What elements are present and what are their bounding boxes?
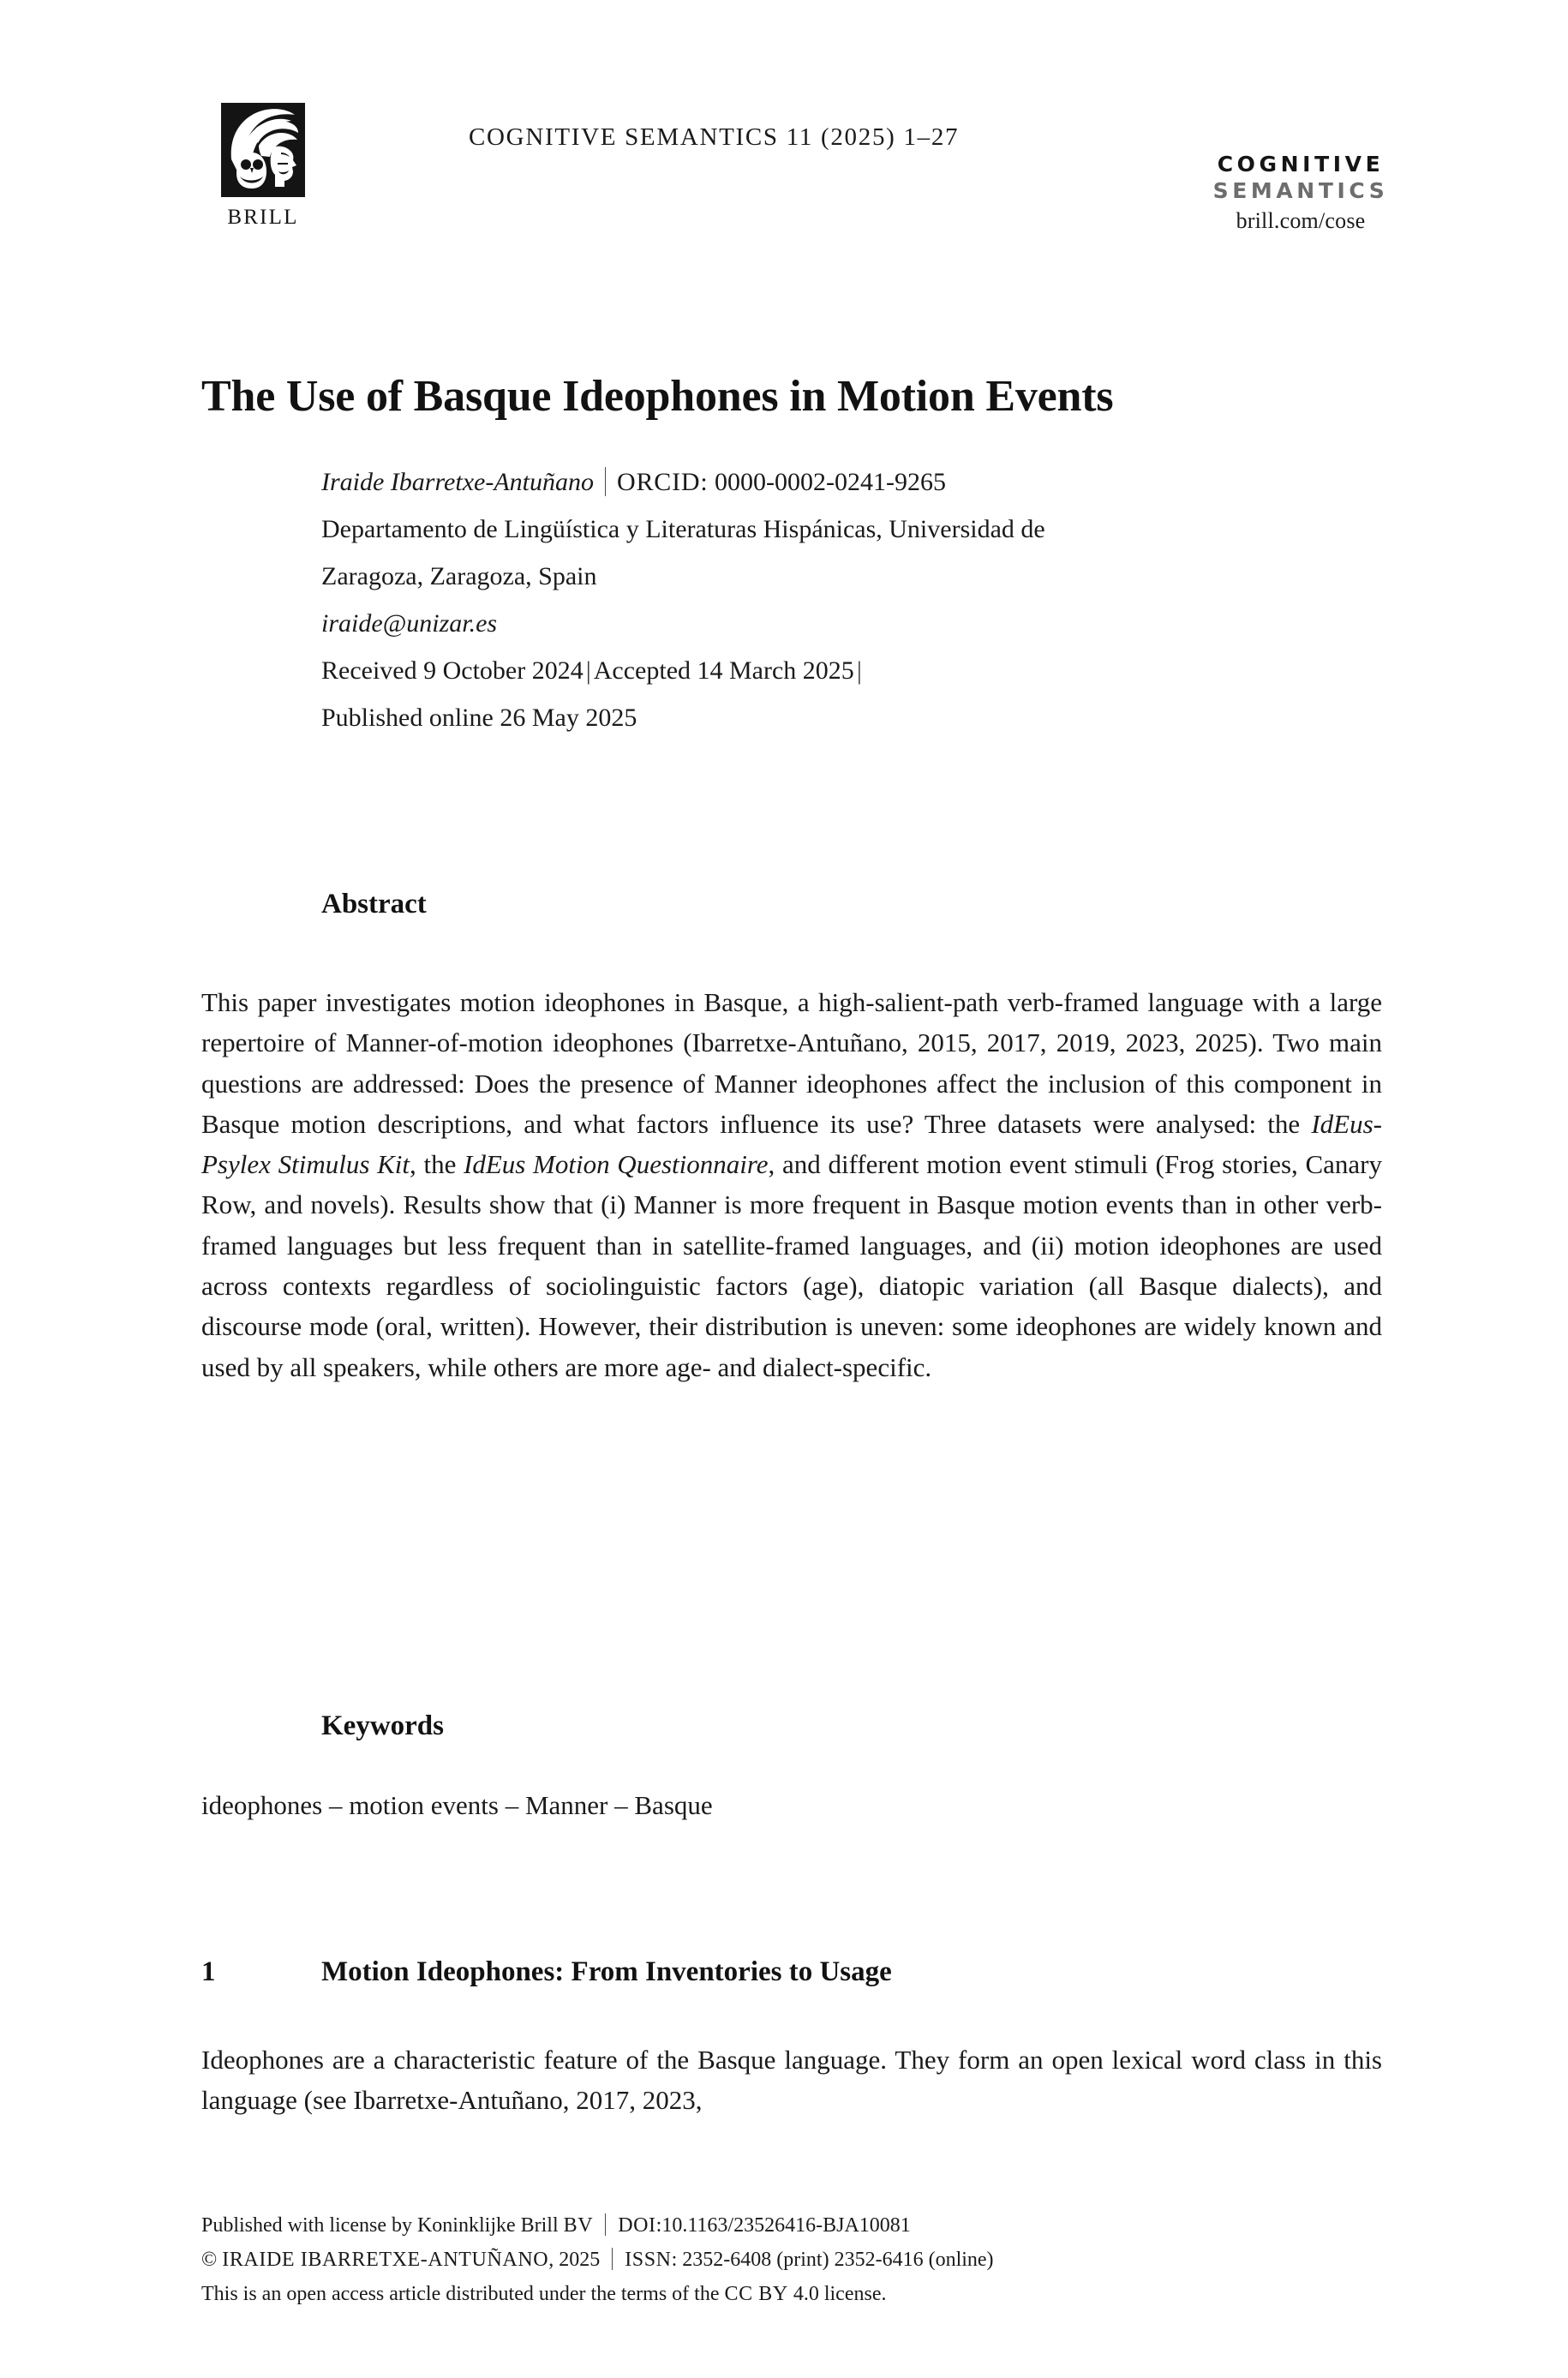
affiliation-line-1: Departamento de Lingüística y Literaturas Hispánicas, Universidad de (321, 515, 1045, 543)
received-date: Received 9 October 2024 (321, 656, 584, 685)
abstract-part-1: This paper investigates motion ideophones in Basque, a high-salient-path verb-framed language with a large repertoire of Manner-of-motion ideophones (Ibarretxe-Antuñano, 2015, 2017, 2019, 2023, 2025). Two main questions are addressed: Does the presence of Manner ideophones affect the inclusion of this component in Basque motion descriptions, and what factors influence its use? Three datasets were analysed: the (201, 987, 1382, 1139)
footer-issn-label: ISSN (625, 2249, 672, 2271)
abstract-italic-ideus-questionnaire: IdEus Motion Questionnaire (464, 1149, 769, 1180)
journal-brand-line-cognitive: COGNITIVE (1217, 152, 1385, 177)
brill-wordmark-label: BRILL (227, 206, 299, 229)
footer-openaccess-line (201, 2277, 1382, 2311)
author-email[interactable]: iraide@unizar.es (321, 609, 498, 638)
footer-separator-2 (612, 2248, 613, 2270)
published-date: Published online 26 May 2025 (321, 704, 637, 732)
footer-doi-value[interactable]: :10.1163/23526416-BJA10081 (655, 2214, 911, 2237)
footer-doi-label: DOI (618, 2214, 656, 2237)
brill-athena-owl-icon (221, 103, 305, 197)
author-block (321, 458, 1384, 647)
brill-logo (199, 103, 327, 228)
page-masthead (0, 103, 1568, 266)
keywords-list: ideophones – motion events – Manner – Basque (201, 1790, 713, 1820)
journal-brand (1164, 151, 1438, 234)
section-title: Motion Ideophones: From Inventories to Usage (321, 1956, 892, 1987)
footer-publisher-text: Published with license by Koninklijke Brill (201, 2214, 564, 2237)
footer-copyright-line (201, 2243, 1382, 2277)
footer-copyright-year: , 2025 (548, 2249, 601, 2271)
accepted-date: Accepted 14 March 2025 (593, 656, 854, 685)
footer-license-line (201, 2208, 1382, 2243)
section-body-text: Ideophones are a characteristic feature of the Basque language. They form an open lexical word class in this language (see Ibarretxe-Antuñano, 2017, 2023, (201, 2045, 1382, 2116)
section-heading (201, 1956, 1382, 1988)
footer-copyright-author: IRAIDE IBARRETXE-ANTUÑANO (222, 2249, 549, 2271)
publication-dates (321, 647, 1384, 741)
footer-issn-value: : 2352-6408 (print) 2352-6416 (online) (671, 2249, 994, 2271)
keywords-heading: Keywords (321, 1710, 444, 1741)
footer-separator-1 (605, 2213, 606, 2236)
date-separator-1: | (585, 656, 591, 685)
orcid-value[interactable]: 0000-0002-0241-9265 (714, 468, 946, 496)
abstract-italic-ideus-psylex: IdEus-Psylex Stimulus Kit (201, 1108, 1382, 1180)
author-line (321, 458, 1384, 506)
page-footer (201, 2208, 1382, 2311)
section-number: 1 (201, 1956, 216, 1987)
abstract-part-3: , and different motion event stimuli (Frog stories, Canary Row, and novels). Results show that (i) Manner is more frequent in Basque motion events than in other verb-framed languages but less frequent than in satellite-framed languages, and (ii) motion ideophones are used across contexts regardless of sociolinguistic factors (age), diatopic variation (all Basque dialects), and discourse mode (oral, written). However, their distribution is uneven: some ideophones are widely known and used by all speakers, while others are more age- and dialect-specific. (201, 1149, 1382, 1382)
footer-openaccess-text: This is an open access article distributed under the terms of the (201, 2283, 725, 2305)
author-separator-bar (605, 467, 606, 496)
dates-line-1 (321, 647, 1384, 694)
abstract-heading: Abstract (321, 889, 427, 919)
journal-url-link[interactable]: brill.com/cose (1236, 208, 1366, 233)
abstract-text (201, 982, 1382, 1387)
footer-copyright-symbol: © (201, 2249, 223, 2271)
affiliation-line-2: Zaragoza, Zaragoza, Spain (321, 562, 597, 590)
running-head: COGNITIVE SEMANTICS 11 (2025) 1–27 (469, 123, 960, 151)
orcid-label: ORCID: (616, 468, 709, 496)
abstract-part-2: , the (410, 1149, 464, 1180)
footer-bv-label: BV (563, 2214, 594, 2237)
footer-cc-by-label[interactable]: CC BY (724, 2283, 788, 2305)
date-separator-2: | (856, 656, 862, 685)
footer-license-suffix: 4.0 license. (787, 2283, 887, 2305)
author-name: Iraide Ibarretxe-Antuñano (321, 468, 594, 496)
journal-brand-line-semantics: SEMANTICS (1212, 178, 1389, 203)
page-title: The Use of Basque Ideophones in Motion Events (201, 371, 1114, 421)
